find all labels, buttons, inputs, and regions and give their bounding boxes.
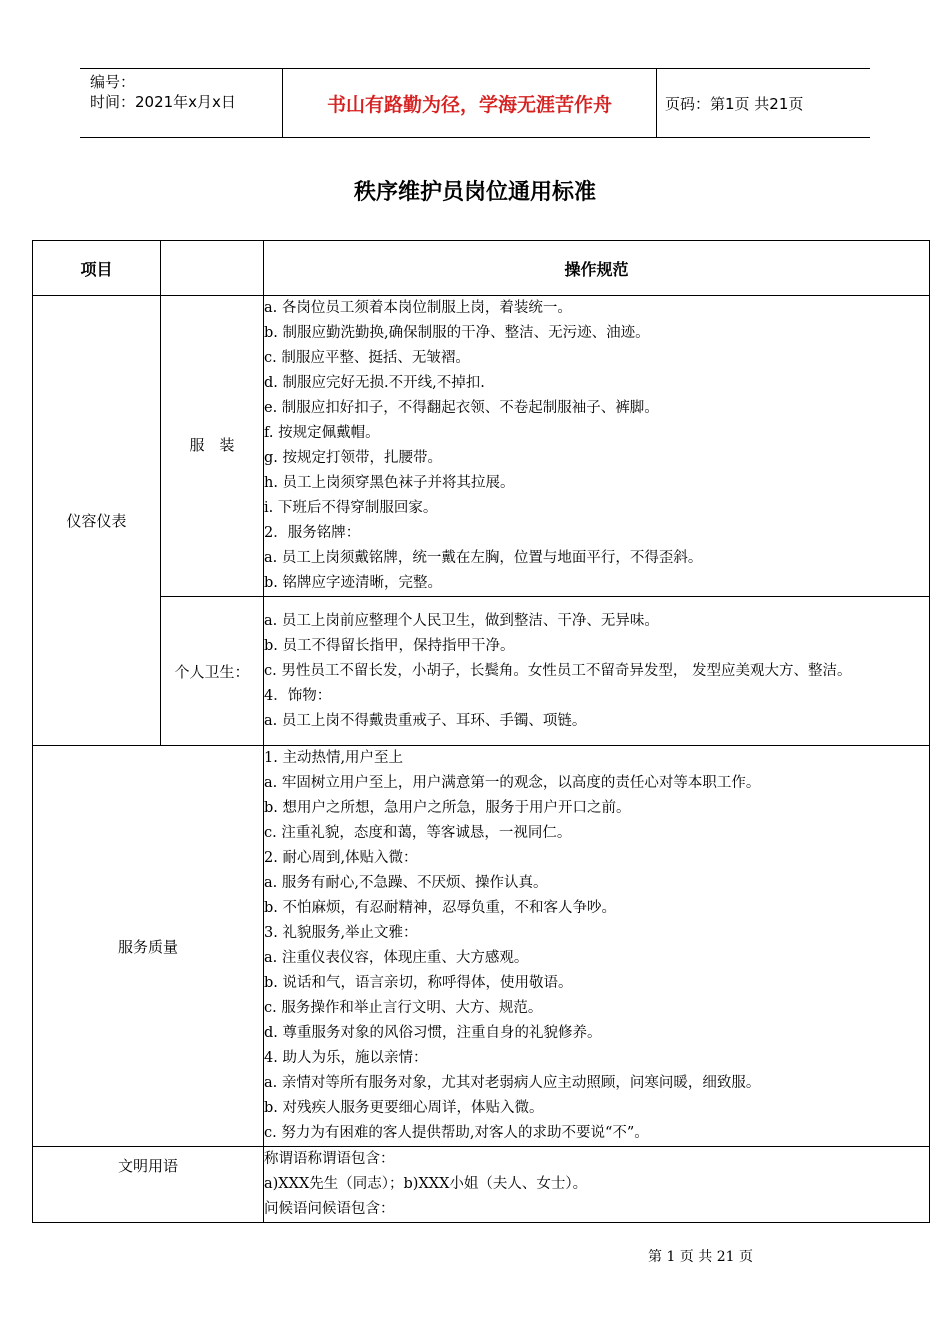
category-service: 服务质量 (33, 746, 264, 1147)
table-header-row (33, 241, 930, 296)
rule-line: 称谓语称谓语包含： (264, 1151, 395, 1167)
rule-line: c. 注重礼貌，态度和蔼，等客诚恳，一视同仁。 (264, 825, 572, 841)
rule-line: d. 尊重服务对象的风俗习惯，注重自身的礼貌修养。 (264, 1025, 602, 1041)
header-meta (80, 69, 282, 137)
rule-line: 1. 主动热情,用户至上 (264, 750, 404, 766)
time-label: 时间：2021年x月x日 (90, 93, 236, 111)
rule-line: c. 服务操作和举止言行文明、大方、规范。 (264, 1000, 543, 1016)
rule-line: b. 说话和气，语言亲切，称呼得体，使用敬语。 (264, 975, 573, 991)
rule-line: c. 男性员工不留长发，小胡子，长鬓角。女性员工不留奇异发型， 发型应美观大方、整洁。 (264, 662, 852, 679)
rule-line: a. 牢固树立用户至上，用户满意第一的观念，以高度的责任心对等本职工作。 (264, 775, 761, 791)
rule-line: c. 制服应平整、挺括、无皱褶。 (264, 350, 470, 366)
rule-line: c. 努力为有困难的客人提供帮助,对客人的求助不要说“不”。 (264, 1125, 649, 1141)
rule-line: b. 不怕麻烦，有忍耐精神，忍辱负重，不和客人争吵。 (264, 900, 616, 916)
rule-line: d. 制服应完好无损.不开线,不掉扣. (264, 375, 485, 391)
rule-line: g. 按规定打领带，扎腰带。 (264, 450, 442, 466)
table-row (33, 597, 930, 746)
page-header (80, 68, 870, 138)
table-row (33, 1147, 930, 1223)
rule-line: b. 制服应勤洗勤换,确保制服的干净、整洁、无污迹、油迹。 (264, 325, 650, 341)
category-appearance: 仪容仪表 (33, 296, 161, 746)
rule-line: f. 按规定佩戴帽。 (264, 425, 380, 441)
subcategory-uniform: 服 装 (161, 296, 264, 597)
rule-line: a. 服务有耐心,不急躁、不厌烦、操作认真。 (264, 875, 548, 891)
table-row (33, 746, 930, 1147)
rule-line: 问候语问候语包含： (264, 1201, 395, 1217)
rule-line: a. 各岗位员工须着本岗位制服上岗，着装统一。 (264, 300, 572, 316)
column-header-item: 项目 (33, 241, 161, 296)
number-label: 编号： (90, 73, 136, 91)
header-page-info: 页码：第1页 共21页 (665, 94, 804, 113)
rule-line: a. 员工上岗前应整理个人民卫生，做到整洁、干净、无异味。 (264, 612, 659, 629)
rule-line: e. 制服应扣好扣子，不得翻起衣领、不卷起制服袖子、裤脚。 (264, 400, 659, 416)
service-rules (264, 746, 930, 1147)
rule-line: 3. 礼貌服务,举止文雅： (264, 925, 418, 941)
document-title: 秩序维护员岗位通用标准 (353, 180, 596, 205)
rule-line: b. 想用户之所想，急用户之所急，服务于用户开口之前。 (264, 800, 631, 816)
rule-line: b. 员工不得留长指甲，保持指甲干净。 (264, 637, 515, 654)
rule-line: 4．饰物： (264, 687, 332, 704)
hygiene-rules (264, 597, 930, 746)
rule-line: a. 亲情对等所有服务对象，尤其对老弱病人应主动照顾，问寒问暖，细致服。 (264, 1075, 761, 1091)
rule-line: a. 员工上岗不得戴贵重戒子、耳环、手镯、项链。 (264, 712, 587, 729)
column-header-blank (161, 241, 264, 296)
rule-line: a. 注重仪表仪容，体现庄重、大方感观。 (264, 950, 529, 966)
language-rules (264, 1147, 930, 1223)
rule-line: a)XXX先生（同志）；b)XXX小姐（夫人、女士）。 (264, 1176, 588, 1192)
subcategory-hygiene: 个人卫生： (161, 597, 264, 746)
uniform-rules (264, 296, 930, 597)
rule-line: h. 员工上岗须穿黑色袜子并将其拉展。 (264, 475, 515, 491)
standards-table (32, 240, 930, 1223)
rule-line: b. 铭牌应字迹清晰，完整。 (264, 575, 442, 591)
rule-line: 2．服务铭牌： (264, 525, 361, 541)
category-language: 文明用语 (33, 1147, 264, 1223)
rule-line: 2. 耐心周到,体贴入微： (264, 850, 418, 866)
rule-line: b. 对残疾人服务更要细心周详，体贴入微。 (264, 1100, 544, 1116)
header-motto: 书山有路勤为径，学海无涯苦作舟 (282, 69, 657, 137)
table-row (33, 296, 930, 597)
rule-line: a. 员工上岗须戴铭牌，统一戴在左胸，位置与地面平行，不得歪斜。 (264, 550, 703, 566)
page-footer: 第 1 页 共 21 页 (648, 1249, 753, 1265)
column-header-spec: 操作规范 (264, 241, 930, 296)
rule-line: 4. 助人为乐，施以亲情： (264, 1050, 428, 1066)
rule-line: i. 下班后不得穿制服回家。 (264, 500, 438, 516)
